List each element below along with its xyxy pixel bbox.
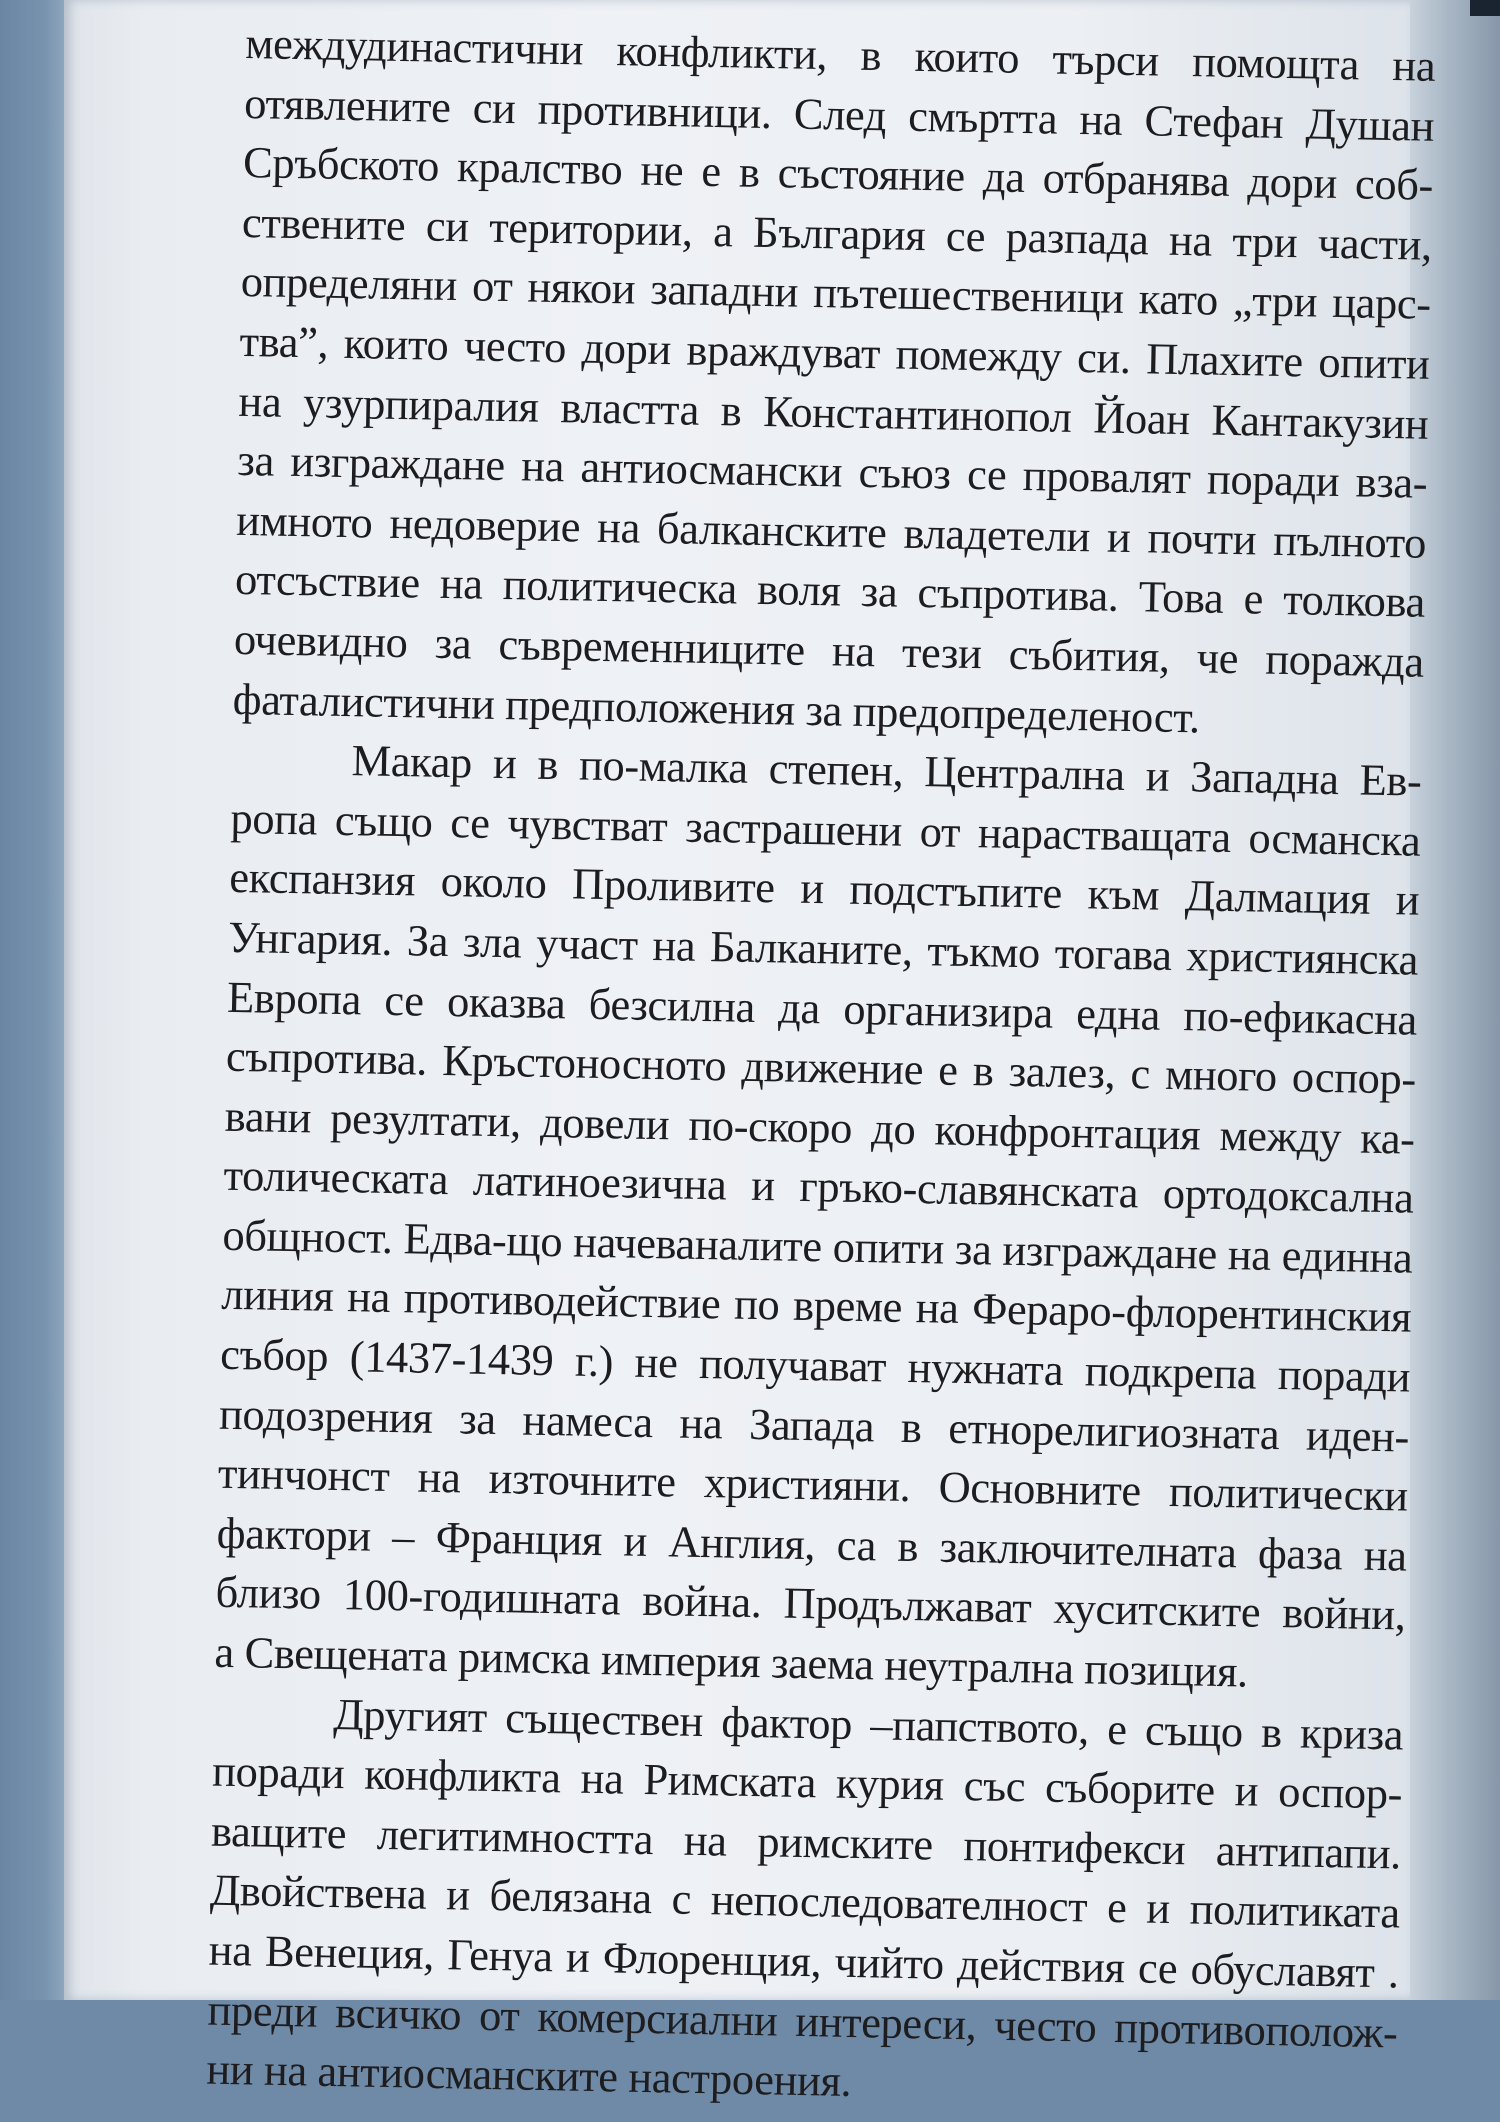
text-line: преди всичко от комерсиални интереси, често противополож- [207, 1984, 1398, 2058]
text-line: на Венеция, Генуа и Флоренция, чийто действия се обуславят . [208, 1924, 1400, 1998]
text-line: а Свещената римска империя заема неутрална позиция. [214, 1626, 1249, 1697]
text-line: линия на противодействие по време на Фераро-флорентинския [220, 1269, 1412, 1343]
book-cover-left [0, 0, 64, 2000]
text-line: определяни от някои западни пътешественици като „три царс- [240, 256, 1432, 330]
text-line: на узурпиралия властта в Константинопол Йоан Кантакузин [238, 375, 1429, 449]
text-line: Макар и в по-малка степен, Централна и Западна Ев- [351, 735, 1422, 806]
text-line: Другият съществен фактор –папството, е също в криза [332, 1688, 1404, 1760]
text-line: тва”, които често дори враждуват помежду си. Плахите опити [239, 315, 1430, 389]
text-line: експанзия около Проливите и подстъпите към Далмация и [228, 852, 1420, 925]
background-corner [1470, 0, 1500, 16]
text-line: ствените си територии, а България се разпада на три части, [241, 196, 1433, 270]
text-line: за изграждане на антиосмански съюз се провалят поради вза- [236, 435, 1428, 508]
text-line: вани резултати, довели по-скоро до конфронтация между ка- [224, 1090, 1416, 1164]
text-line: междудинастични конфликти, в които търси помощта на [244, 17, 1436, 91]
text-line: очевидно за съвременниците на тези събития, че поражда [233, 613, 1425, 687]
text-line: ропа също се чувстват застрашени от нарастващата османска [230, 792, 1421, 866]
text-line: толическата латиноезична и гръко-славянската ортодоксална [223, 1150, 1414, 1223]
text-line: съпротива. Кръстоносното движение е в залез, с много оспор- [225, 1030, 1417, 1104]
text-line: Европа се оказва безсилна да организира една по-ефикасна [226, 971, 1418, 1045]
text-line: ни на антиосманските настроения. [206, 2043, 852, 2107]
text-line: близо 100-годишната война. Продължават хуситските войни, [215, 1567, 1406, 1640]
book-page [64, 0, 1436, 2107]
text-line: фактори – Франция и Англия, са в заключителната фаза на [216, 1507, 1408, 1581]
text-line: имното недоверие на балканските владетели и почти пълното [235, 494, 1427, 568]
page-text [206, 14, 1436, 2122]
text-line: общност. Едва-що начеваналите опити за изграждане на единна [222, 1209, 1413, 1283]
text-line: отсъствие на политическа воля за съпротива. Това е толкова [234, 554, 1426, 628]
text-line: ващите легитимността на римските понтифекси антипапи. [210, 1805, 1402, 1879]
text-line: Сръбското кралство не е в състояние да отбранява дори соб- [242, 137, 1434, 211]
text-line: поради конфликта на Римската курия със съборите и оспор- [211, 1745, 1403, 1819]
text-line: тинчонст на източните християни. Основните политически [217, 1447, 1409, 1521]
text-line: фаталистични предположения за предопределеност. [232, 673, 1201, 742]
text-line: Унгария. За зла участ на Балканите, тъкмо тогава християнска [227, 911, 1419, 985]
text-line: подозрения за намеса на Запада в етнорелигиозната иден- [218, 1388, 1410, 1462]
text-line: Двойствена и белязана с непоследователност е и политиката [209, 1865, 1401, 1938]
text-line: събор (1437-1439 г.) не получават нужната подкрепа поради [219, 1328, 1411, 1402]
text-line: отявлените си противници. След смъртта на Стефан Душан [243, 77, 1435, 151]
